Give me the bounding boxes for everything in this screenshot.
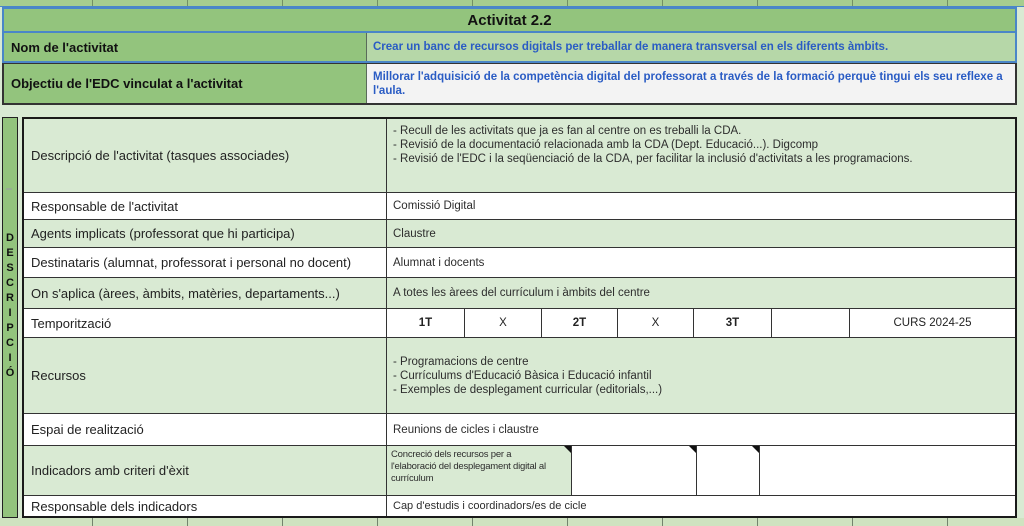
- agents-value-cell[interactable]: [386, 220, 1015, 247]
- temporitzacio-cell-empty[interactable]: [772, 309, 850, 337]
- indicadors-line: l'elaboració del desplegament digital al: [391, 461, 546, 472]
- row-recursos: [24, 338, 1015, 414]
- indicadors-empty-cell-3[interactable]: [760, 446, 1015, 495]
- espai-label: Espai de realització: [31, 422, 144, 437]
- objectiu-label-cell[interactable]: [4, 64, 366, 103]
- indicadors-text-cell[interactable]: [387, 446, 572, 495]
- vertical-letter: C: [6, 337, 14, 349]
- cell-text: X: [651, 317, 660, 329]
- activity-header-block: [2, 7, 1017, 63]
- temporitzacio-cells: [386, 309, 1015, 337]
- vertical-letter: D: [6, 232, 14, 244]
- objectiu-value: Millorar l'adquisició de la competència digital del professorat a través de la formació perquè tingui els seu reflexe a l'aula.: [373, 70, 1003, 97]
- recursos-label: Recursos: [31, 368, 86, 383]
- descripcio-value-cell[interactable]: [386, 119, 1015, 192]
- vertical-letter: C: [6, 277, 14, 289]
- responsable-label-cell[interactable]: [24, 193, 386, 219]
- temporitzacio-label: Temporització: [31, 315, 112, 331]
- resp-indicadors-value-cell[interactable]: [386, 496, 1015, 516]
- agents-label-cell[interactable]: [24, 220, 386, 247]
- comment-indicator-icon: [564, 446, 571, 453]
- temporitzacio-cell-2t[interactable]: [542, 309, 618, 337]
- onsaplica-value-cell[interactable]: [386, 278, 1015, 308]
- vertical-letter: E: [6, 247, 14, 259]
- recursos-line: - Currículums d'Educació Bàsica i Educació infantil: [393, 369, 652, 382]
- descripcio-line: - Recull de les activitats que ja es fan al centre on es treballi la CDA.: [393, 125, 742, 137]
- row-temporitzacio: [24, 309, 1015, 338]
- descripcio-table: [22, 117, 1017, 518]
- descripcio-vertical-header-cell[interactable]: [2, 117, 18, 518]
- indicadors-empty-cell-1[interactable]: [572, 446, 697, 495]
- vertical-letter: I: [8, 307, 12, 319]
- temporitzacio-cell-x1[interactable]: [465, 309, 542, 337]
- indicadors-line: currículum: [391, 473, 434, 484]
- row-objectiu-edc: [2, 63, 1017, 105]
- onsaplica-label-cell[interactable]: [24, 278, 386, 308]
- sheet-bottom-gridline-strip: [0, 518, 1024, 526]
- row-destinataris: [24, 248, 1015, 278]
- row-espai-realitzacio: [24, 414, 1015, 446]
- comment-indicator-icon: [752, 446, 759, 453]
- descripcio-line: - Revisió de la documentació relacionada amb la CDA (Dept. Educació...). Digcomp: [393, 139, 819, 151]
- resp-indicadors-label: Responsable dels indicadors: [31, 498, 198, 514]
- vertical-letter: P: [6, 322, 14, 334]
- destinataris-value-cell[interactable]: [386, 248, 1015, 277]
- indicadors-cells: [386, 446, 1015, 495]
- indicadors-label: Indicadors amb criteri d'èxit: [31, 463, 189, 478]
- indicadors-label-cell[interactable]: [24, 446, 386, 495]
- resp-indicadors-label-cell[interactable]: [24, 496, 386, 516]
- indicadors-line: Concreció dels recursos per a: [391, 449, 512, 460]
- destinataris-label-cell[interactable]: [24, 248, 386, 277]
- descripcio-line: - Revisió de l'EDC i la seqüenciació de la CDA, per facilitar la inclusió d'activitats a les programacions.: [393, 153, 913, 165]
- sheet-top-gridline-strip: [0, 0, 1024, 7]
- row-on-saplica: [24, 278, 1015, 309]
- onsaplica-label: On s'aplica (àrees, àmbits, matèries, departaments...): [31, 285, 340, 301]
- row-descripcio-activitat: [24, 119, 1015, 193]
- destinataris-label: Destinataris (alumnat, professorat i personal no docent): [31, 255, 352, 270]
- temporitzacio-cell-1t[interactable]: [387, 309, 465, 337]
- vertical-letter: Ó: [5, 367, 15, 379]
- row-indicadors: [24, 446, 1015, 496]
- cell-text: 3T: [725, 317, 740, 329]
- nom-value-cell[interactable]: [366, 33, 1015, 61]
- row-responsable-activitat: [24, 193, 1015, 220]
- descripcio-vertical-label: [3, 231, 17, 381]
- vertical-letter: S: [6, 262, 14, 274]
- espai-label-cell[interactable]: [24, 414, 386, 445]
- espai-value-cell[interactable]: [386, 414, 1015, 445]
- comment-indicator-icon: [689, 446, 696, 453]
- recursos-label-cell[interactable]: [24, 338, 386, 413]
- responsable-label: Responsable de l'activitat: [31, 198, 179, 214]
- vertical-letter: R: [6, 292, 14, 304]
- objectiu-label: Objectiu de l'EDC vinculat a l'activitat: [11, 76, 243, 91]
- descripcio-label-cell[interactable]: [24, 119, 386, 192]
- agents-label: Agents implicats (professorat que hi participa): [31, 226, 295, 241]
- indicadors-empty-cell-2[interactable]: [697, 446, 760, 495]
- nom-label-cell[interactable]: [4, 33, 366, 61]
- responsable-value: Comissió Digital: [393, 200, 476, 212]
- descripcio-label: Descripció de l'activitat (tasques associades): [31, 148, 290, 163]
- activity-title-cell[interactable]: [4, 9, 1015, 33]
- recursos-line: - Programacions de centre: [393, 355, 529, 368]
- onsaplica-value: A totes les àrees del currículum i àmbits del centre: [393, 287, 650, 299]
- activity-title: Activitat 2.2: [467, 11, 552, 29]
- temporitzacio-cell-x2[interactable]: [618, 309, 694, 337]
- descripcio-section: [2, 117, 1017, 518]
- row-responsable-indicadors: [24, 496, 1015, 516]
- responsable-value-cell[interactable]: [386, 193, 1015, 219]
- stray-mark: [6, 188, 12, 190]
- temporitzacio-cell-curs[interactable]: [850, 309, 1015, 337]
- temporitzacio-label-cell[interactable]: [24, 309, 386, 337]
- recursos-line: - Exemples de desplegament curricular (editorials,...): [393, 383, 663, 396]
- cell-text: 1T: [418, 317, 433, 329]
- cell-text: 2T: [572, 317, 587, 329]
- cell-text: CURS 2024-25: [893, 317, 972, 329]
- espai-value: Reunions de cicles i claustre: [393, 423, 539, 436]
- temporitzacio-cell-3t[interactable]: [694, 309, 772, 337]
- vertical-letter: I: [8, 352, 12, 364]
- nom-value: Crear un banc de recursos digitals per treballar de manera transversal en els diferents àmbits.: [373, 41, 889, 53]
- agents-value: Claustre: [393, 227, 436, 240]
- nom-label: Nom de l'activitat: [11, 39, 119, 55]
- objectiu-value-cell[interactable]: [366, 64, 1015, 103]
- resp-indicadors-value: Cap d'estudis i coordinadors/es de cicle: [393, 500, 587, 512]
- cell-text: X: [499, 317, 507, 329]
- destinataris-value: Alumnat i docents: [393, 256, 485, 269]
- row-nom-activitat: [4, 33, 1015, 61]
- row-agents-implicats: [24, 220, 1015, 248]
- recursos-value-cell[interactable]: [386, 338, 1015, 413]
